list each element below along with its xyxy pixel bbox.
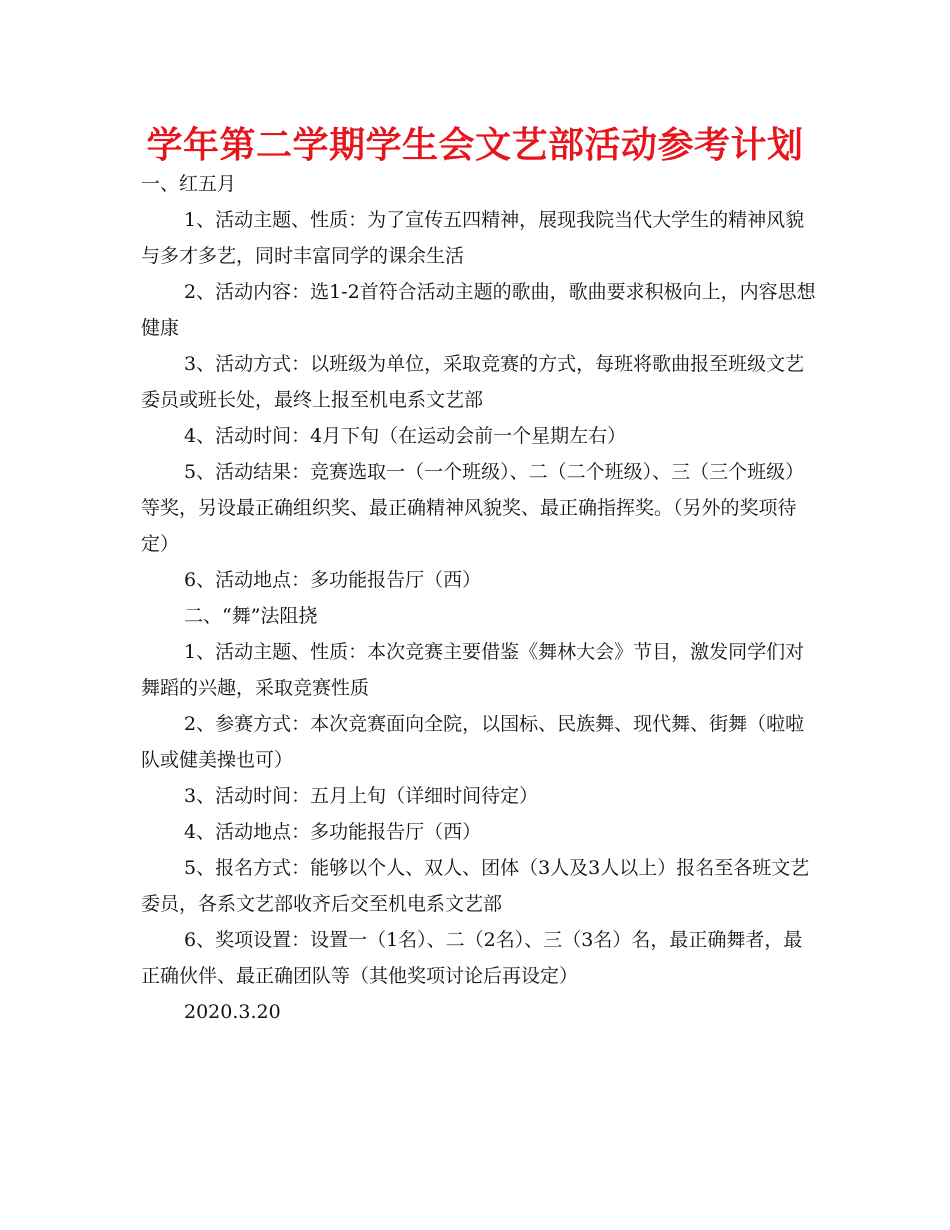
paragraph-theme-2: 1、活动主题、性质：本次竞赛主要借鉴《舞林大会》节目，激发同学们对舞蹈的兴趣，采取竞赛性质 — [141, 641, 805, 699]
document-date: 2020.3.20 — [184, 1001, 281, 1023]
paragraph-signup-2: 5、报名方式：能够以个人、双人、团体（3人及3人以上）报名至各班文艺委员，各系文艺部收齐后交至机电系文艺部 — [141, 857, 810, 915]
paragraph-time-1: 4、活动时间：4月下旬（在运动会前一个星期左右） — [184, 425, 627, 447]
paragraph-content-1: 2、活动内容：选1-2首符合活动主题的歌曲，歌曲要求积极向上，内容思想健康 — [141, 281, 816, 339]
paragraph-result-1: 5、活动结果：竞赛选取一（一个班级）、二（二个班级）、三（三个班级）等奖，另设最正确组织奖、最正确精神风貌奖、最正确指挥奖。（另外的奖项待定） — [141, 461, 805, 555]
section-heading-2: 二、“舞”法阻挠 — [184, 605, 318, 627]
paragraph-awards-2: 6、奖项设置：设置一（1名）、二（2名）、三（3名）名，最正确舞者，最正确伙伴、最正确团队等（其他奖项讨论后再设定） — [141, 929, 803, 987]
document-title: 学年第二学期学生会文艺部活动参考计划 — [146, 125, 804, 166]
paragraph-entry-2: 2、参赛方式：本次竞赛面向全院，以国标、民族舞、现代舞、街舞（啦啦队或健美操也可） — [141, 713, 805, 771]
section-heading-1: 一、红五月 — [141, 173, 237, 195]
document-body — [141, 166, 816, 1030]
paragraph-location-2: 4、活动地点：多功能报告厅（西） — [184, 821, 482, 843]
paragraph-theme-1: 1、活动主题、性质：为了宣传五四精神，展现我院当代大学生的精神风貌与多才多艺，同时丰富同学的课余生活 — [141, 209, 805, 267]
paragraph-location-1: 6、活动地点：多功能报告厅（西） — [184, 569, 482, 591]
paragraph-time-2: 3、活动时间：五月上旬（详细时间待定） — [184, 785, 539, 807]
paragraph-method-1: 3、活动方式：以班级为单位，采取竞赛的方式，每班将歌曲报至班级文艺委员或班长处，最终上报至机电系文艺部 — [141, 353, 805, 411]
